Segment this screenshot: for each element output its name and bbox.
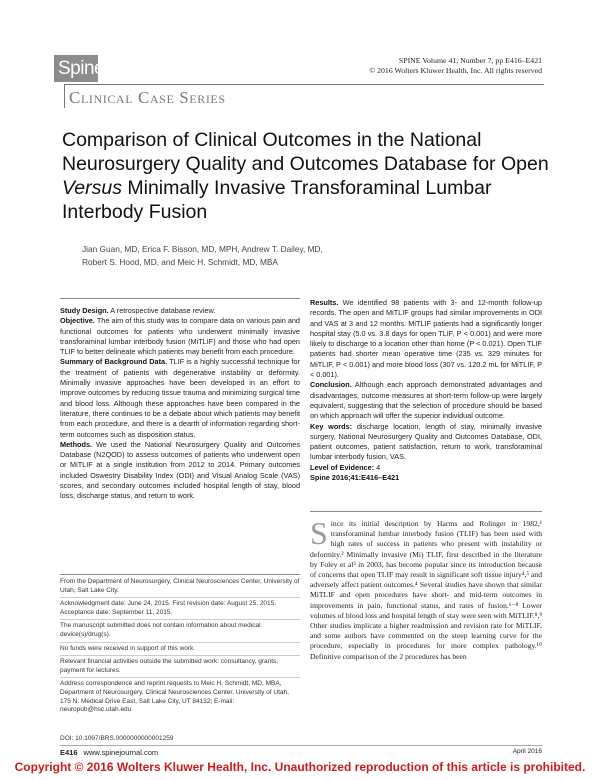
doi: DOI: 10.1097/BRS.0000000000001259: [60, 735, 174, 742]
abstract-spine-ref: Spine 2016;41:E416–E421: [310, 473, 400, 483]
drop-cap: S: [310, 515, 328, 551]
abstract-background: Summary of Background Data. TLIF is a highly successful technique for the treatment of patients with degenerative instability or deformity. Minimally invasive approaches have been developed in an effort to improve outcomes by reducing tissue trauma and minimizing surgical time and blood loss. Although these approaches have been compared in the literature, there continues to be a debate about which patients may benefit from each procedure, and there is a dearth of information regarding short-term outcomes such as disposition status.: [60, 357, 300, 439]
author-line-1: Jian Guan, MD, Erica F. Bisson, MD, MPH, Andrew T. Dailey, MD,: [82, 244, 323, 254]
affiliation-device-note: The manuscript submitted does not contain information about medical device(s)/drug(s).: [60, 622, 300, 642]
affiliation-funds: No funds were received in support of this work.: [60, 645, 300, 657]
series-label: Clinical Case Series: [69, 88, 226, 107]
article-title: [62, 128, 552, 224]
journal-copyright: © 2016 Wolters Kluwer Health, Inc. All rights reserved: [369, 66, 542, 75]
title-italic: Versus: [62, 177, 122, 199]
journal-info: [369, 56, 542, 76]
journal-citation: SPINE Volume 41, Number 7, pp E416–E421: [398, 56, 542, 65]
journal-website: www.spinejournal.com: [83, 748, 159, 757]
abstract-keywords: Key words: discharge location, length of stay, minimally invasive surgery, National Neurosurgery Quality and Outcomes Database, ODI, patient outcomes, patient satisfaction, return to work, transforaminal lumbar interbody fusion, VAS.: [310, 421, 542, 462]
abstract-objective: Objective. The aim of this study was to compare data on various pain and functional outcomes for patients who underwent minimally invasive transforaminal lumbar interbody fusion (MiTLIF) and those who had open TLIF to better delineate which patients may benefit from each procedure.: [60, 316, 300, 357]
affiliation-dates: Acknowledgment date: June 24, 2015. First revision date: August 25, 2015. Acceptance date: September 11, 2015.: [60, 600, 300, 620]
abstract-conclusion: Conclusion. Although each approach demonstrated advantages and disadvantages, outcome measures at short-term follow-up were largely equivalent, suggesting that the selection of procedure should be based on which approach will offer the superior individual outcome.: [310, 380, 543, 421]
affiliation-correspondence: Address correspondence and reprint requests to Meic H. Schmidt, MD, MBA, Department of Neurosurgery, Clinical Neurosciences Center, University of Utah, 175 N. Medical Drive East, Salt Lake City, UT 84132; E-mail: neuropub@hsc.utah.edu: [60, 680, 289, 714]
abstract-divider: [60, 298, 300, 299]
issue-date: April 2016: [512, 748, 542, 755]
journal-logo: Spine: [54, 55, 98, 82]
abstract-right-column: [310, 298, 542, 483]
series-header: [64, 84, 544, 108]
abstract-results: Results. We identified 98 patients with 3- and 12-month follow-up records. The open and MiTLIF groups had similar improvements in ODI and VAS at 3 and 12 months. MiTLIF patients had a significantly longer hospital stay (5.0 vs. 3.8 days for open TLIF, P < 0.001) and were more likely to discharge to a location other than home (P < 0.021). Open TLIF patients had shorter mean operative time (235 vs. 329 minutes for MiTLIF, P < 0.001) and more blood loss (307 vs. 120.2 mL for MiTLIF, P < 0.001).: [310, 298, 542, 380]
footer-divider: [60, 745, 542, 746]
intro-paragraph: ince its initial description by Harms and Rolinger in 1982,¹ transforaminal lumbar interbody fusion (TLIF) has been used with high rates of success in patients who present with instability or deformity.² Minimally invasive (Mi) TLIF, first described in the literature by Foley et al³ in 2003, has become popular since its introduction because of concerns that open TLIF may result in significant soft tissue injury⁴,⁵ and adversely affect patient outcomes.⁴ Several studies have shown that similar MiTLIF and open procedures have short- and mid-term outcomes in improvements in pain, functional status, and rates of fusion.⁶⁻⁸ Lower volumes of blood loss and hospital length of stay were seen with MiTLIF.⁸,⁹ Other studies implicate a higher readmission and revision rate for MiTLIF, and some authors have commented on the steep learning curve for the procedure, especially in procedures for more complex pathology.¹⁰ Definitive comparison of the 2 procedures has been: [310, 519, 542, 661]
affiliation-financial: Relevant financial activities outside the submitted work: consultancy, grants, payment for lectures.: [60, 658, 300, 678]
abstract-left-column: [60, 306, 300, 502]
page-number: E416: [60, 748, 78, 757]
title-part-1: Comparison of Clinical Outcomes in the National Neurosurgery Quality and Outcomes Database for Open: [62, 129, 549, 175]
affiliations: [60, 574, 300, 719]
copyright-notice: Copyright © 2016 Wolters Kluwer Health, Inc. Unauthorized reproduction of this article is prohibited.: [14, 760, 586, 774]
author-list: [82, 243, 382, 268]
author-line-2: Robert S. Hood, MD, and Meic H. Schmidt, MD, MBA: [82, 256, 278, 267]
abstract-design: Study Design. A retrospective database review.: [60, 306, 216, 315]
title-part-2: Minimally Invasive Transforaminal Lumbar Interbody Fusion: [62, 177, 492, 223]
affiliation-department: From the Department of Neurosurgery, Clinical Neurosciences Center, University of Utah, Salt Lake City.: [60, 578, 300, 598]
body-text: [310, 515, 542, 662]
footer-left: [60, 748, 158, 757]
abstract-evidence: Level of Evidence: 4: [310, 462, 381, 472]
body-divider: [310, 511, 542, 512]
abstract-methods: Methods. We used the National Neurosurgery Quality and Outcomes Database (N2QOD) to assess outcomes of patients who underwent open or MiTLIF at a single institution from 2012 to 2014. Primary outcomes included Oswestry Disability Index (ODI) and Visual Analog Scale (VAS) scores, and secondary outcomes included hospital length of stay, blood loss, discharge status, and return to work.: [60, 439, 300, 501]
